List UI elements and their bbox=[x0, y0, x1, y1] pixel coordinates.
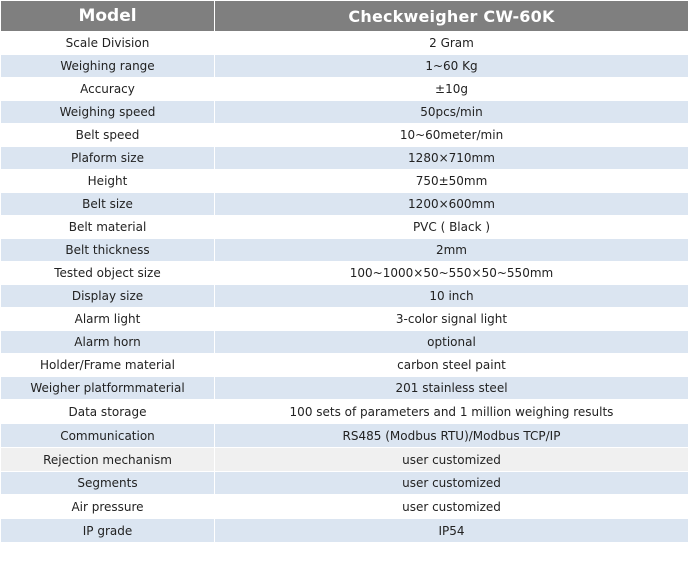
spec-label: Data storage bbox=[1, 400, 215, 424]
spec-value: PVC ( Black ) bbox=[215, 216, 688, 239]
spec-value: 10~60meter/min bbox=[215, 124, 688, 147]
table-row bbox=[1, 78, 688, 101]
spec-label: Weigher platformmaterial bbox=[1, 377, 215, 400]
spec-label: Scale Division bbox=[1, 32, 215, 55]
table-row bbox=[1, 400, 688, 424]
table-row bbox=[1, 262, 688, 285]
spec-value: 100 sets of parameters and 1 million weighing results bbox=[215, 400, 688, 424]
spec-label: Belt size bbox=[1, 193, 215, 216]
spec-label: Weighing speed bbox=[1, 101, 215, 124]
table-row bbox=[1, 170, 688, 193]
spec-value: 1~60 Kg bbox=[215, 55, 688, 78]
spec-label: Air pressure bbox=[1, 495, 215, 519]
spec-label: Height bbox=[1, 170, 215, 193]
table-header-row bbox=[1, 1, 688, 32]
spec-value: 201 stainless steel bbox=[215, 377, 688, 400]
spec-label: Accuracy bbox=[1, 78, 215, 101]
spec-label: Segments bbox=[1, 472, 215, 495]
table-row bbox=[1, 285, 688, 308]
table-row bbox=[1, 308, 688, 331]
model-header: Model bbox=[1, 1, 215, 32]
spec-label: Alarm horn bbox=[1, 331, 215, 354]
spec-value: 10 inch bbox=[215, 285, 688, 308]
spec-value: 3-color signal light bbox=[215, 308, 688, 331]
spec-value: RS485 (Modbus RTU)/Modbus TCP/IP bbox=[215, 424, 688, 448]
table-row bbox=[1, 377, 688, 400]
table-row bbox=[1, 193, 688, 216]
table-row bbox=[1, 147, 688, 170]
table-row bbox=[1, 448, 688, 472]
spec-value: 1280×710mm bbox=[215, 147, 688, 170]
product-header: Checkweigher CW-60K bbox=[215, 1, 688, 32]
spec-value: IP54 bbox=[215, 519, 688, 543]
spec-value: user customized bbox=[215, 448, 688, 472]
spec-label: IP grade bbox=[1, 519, 215, 543]
spec-value: 50pcs/min bbox=[215, 101, 688, 124]
table-row bbox=[1, 424, 688, 448]
spec-value: 750±50mm bbox=[215, 170, 688, 193]
table-row bbox=[1, 239, 688, 262]
spec-label: Communication bbox=[1, 424, 215, 448]
table-row bbox=[1, 32, 688, 55]
spec-label: Display size bbox=[1, 285, 215, 308]
spec-value: user customized bbox=[215, 495, 688, 519]
table-row bbox=[1, 472, 688, 495]
spec-value: 2mm bbox=[215, 239, 688, 262]
spec-value: 100~1000×50~550×50~550mm bbox=[215, 262, 688, 285]
spec-label: Rejection mechanism bbox=[1, 448, 215, 472]
spec-label: Belt material bbox=[1, 216, 215, 239]
table-row bbox=[1, 216, 688, 239]
spec-label: Belt speed bbox=[1, 124, 215, 147]
table-row bbox=[1, 55, 688, 78]
table-row bbox=[1, 101, 688, 124]
spec-label: Tested object size bbox=[1, 262, 215, 285]
table-row bbox=[1, 495, 688, 519]
spec-label: Alarm light bbox=[1, 308, 215, 331]
table-row bbox=[1, 519, 688, 543]
spec-label: Weighing range bbox=[1, 55, 215, 78]
spec-value: optional bbox=[215, 331, 688, 354]
spec-value: ±10g bbox=[215, 78, 688, 101]
spec-label: Plaform size bbox=[1, 147, 215, 170]
spec-label: Belt thickness bbox=[1, 239, 215, 262]
spec-value: user customized bbox=[215, 472, 688, 495]
spec-value: 2 Gram bbox=[215, 32, 688, 55]
spec-value: 1200×600mm bbox=[215, 193, 688, 216]
table-row bbox=[1, 331, 688, 354]
table-row bbox=[1, 124, 688, 147]
table-row bbox=[1, 354, 688, 377]
spec-label: Holder/Frame material bbox=[1, 354, 215, 377]
spec-value: carbon steel paint bbox=[215, 354, 688, 377]
